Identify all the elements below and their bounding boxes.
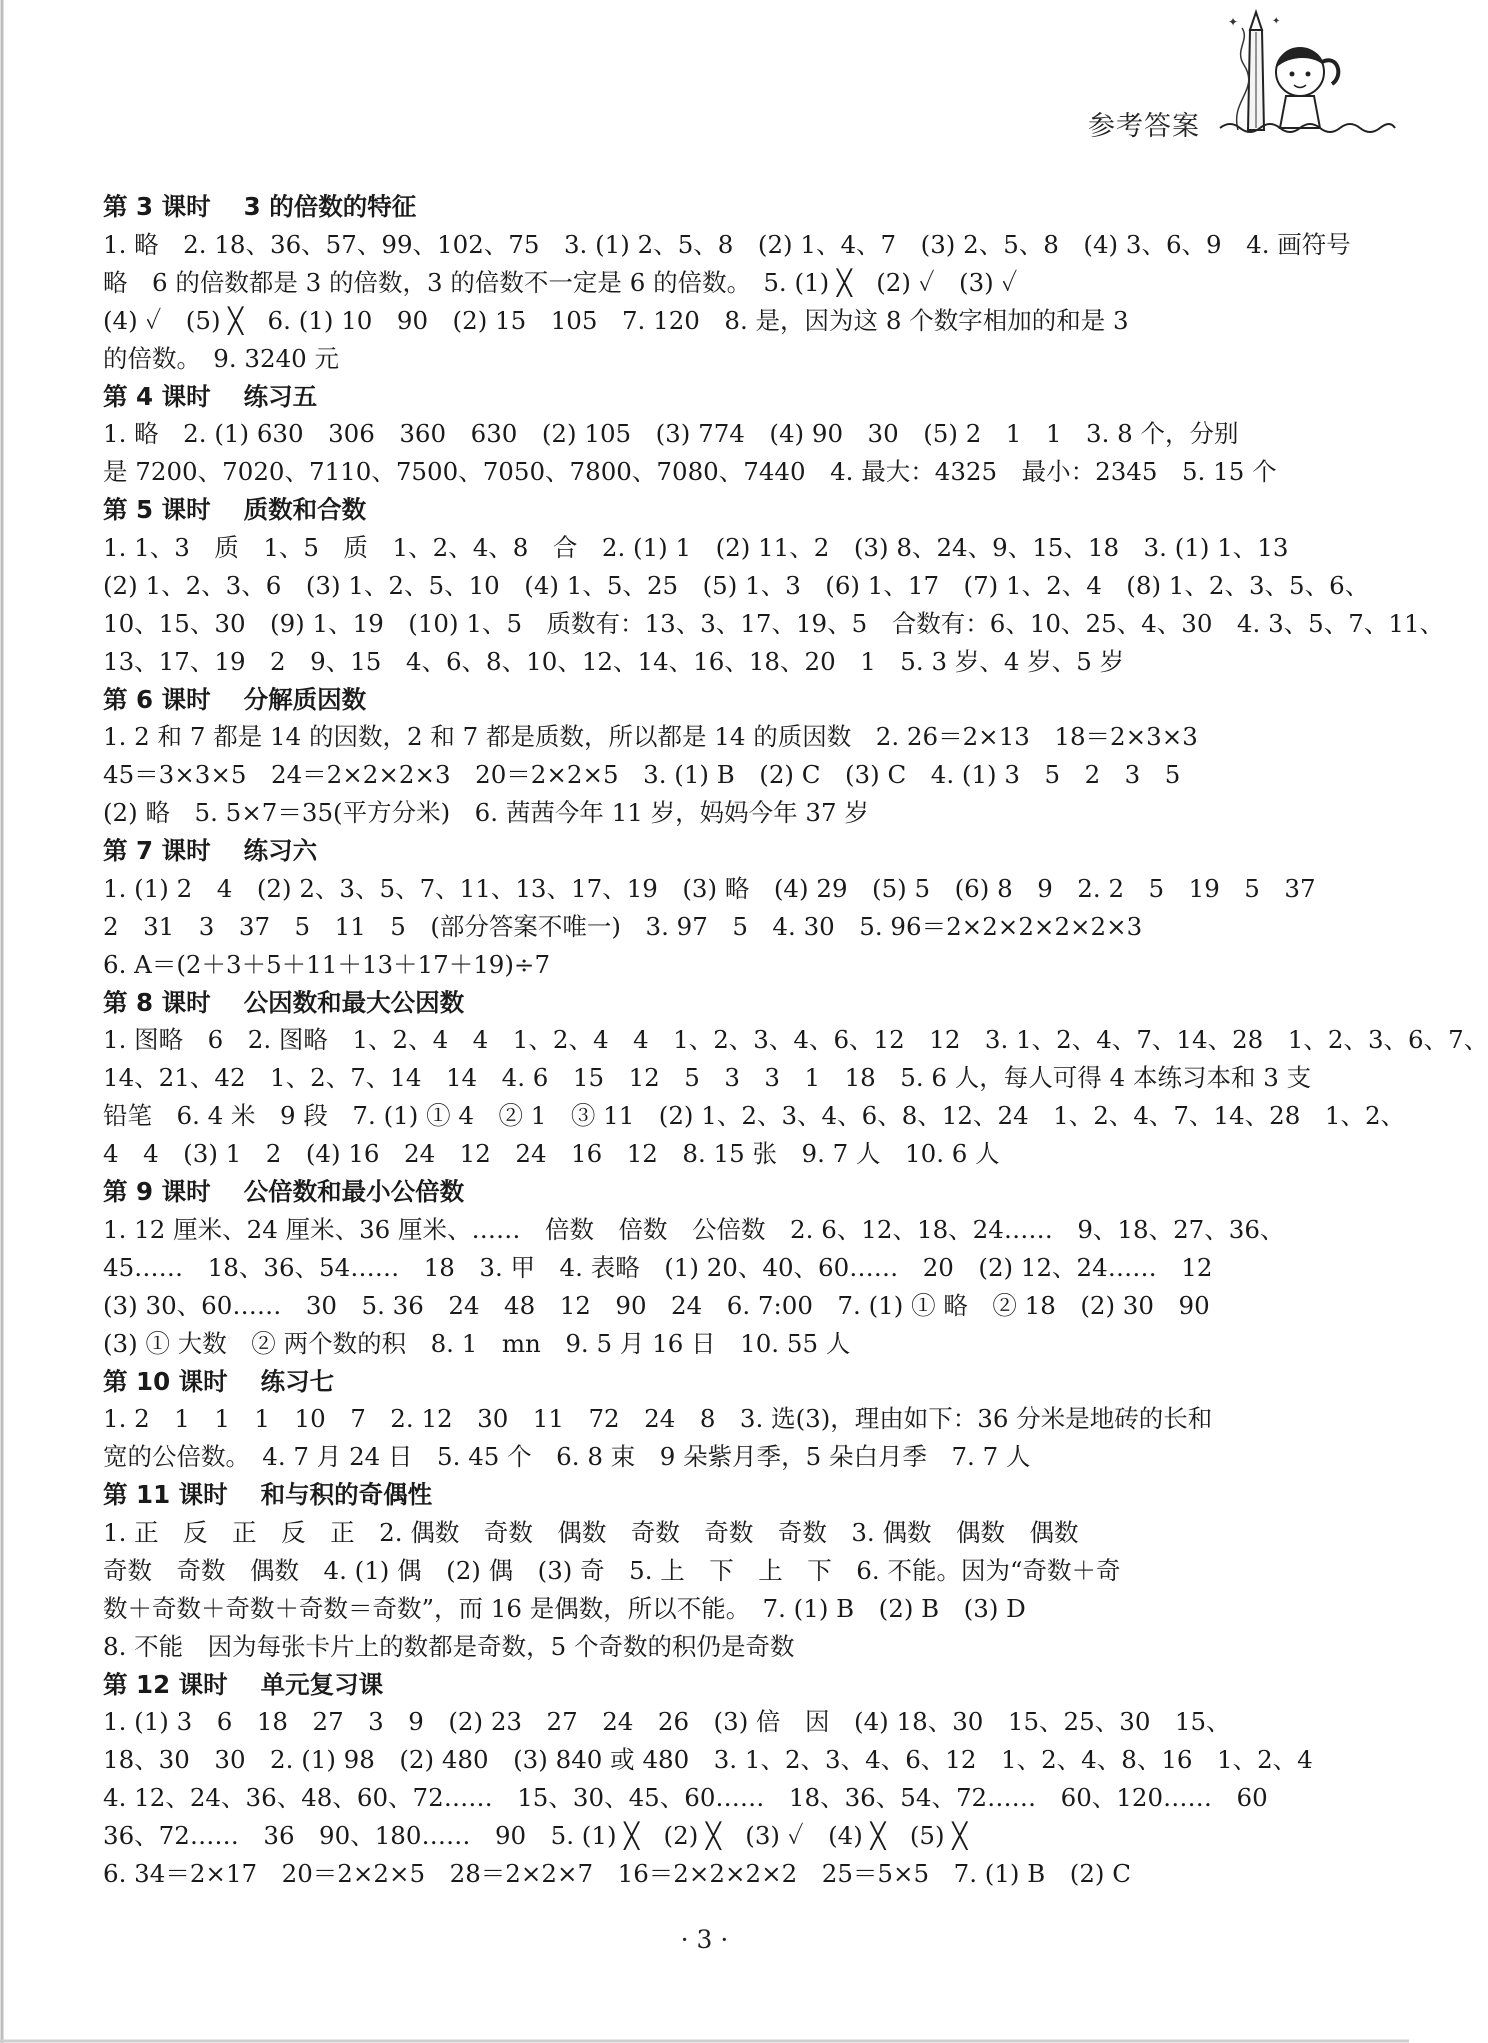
section-lesson-6 (103, 681, 1298, 833)
answer-line: 是 7200、7020、7110、7500、7050、7800、7080、7440 4. 最大：4325 最小：2345 5. 15 个 (103, 457, 1277, 486)
answer-line: 10、15、30 (9) 1、19 (10) 1、5 质数有：13、3、17、19、5 合数有：6、10、25、4、30 4. 3、5、7、11、 (103, 608, 1445, 638)
answer-line: 4 4 (3) 1 2 (4) 16 24 12 24 16 12 8. 15 张 9. 7 人 10. 6 人 (103, 1139, 1000, 1168)
answer-line: 36、72…… 36 90、180…… 90 5. (1) ╳ (2) ╳ (3) ✓ (4) ╳ (5) ╳ (103, 1821, 968, 1850)
answer-line: 1. 略 2. (1) 630 306 360 630 (2) 105 (3) 774 (4) 90 30 (5) 2 1 1 3. 8 个，分别 (103, 419, 1239, 448)
answer-line: 18、30 30 2. (1) 98 (2) 480 (3) 840 或 480 3. 1、2、3、4、6、12 1、2、4、8、16 1、2、4 (103, 1745, 1313, 1774)
section-title: 第 3 课时 3 的倍数的特征 (103, 192, 417, 221)
answer-line: 1. 图略 6 2. 图略 1、2、4 4 1、2、4 4 1、2、3、4、6、12 12 3. 1、2、4、7、14、28 1、2、3、6、7、 (103, 1025, 1488, 1054)
section-title: 第 11 课时 和与积的奇偶性 (103, 1480, 433, 1509)
section-lesson-10 (103, 1363, 1298, 1477)
section-title: 第 8 课时 公因数和最大公因数 (103, 987, 465, 1017)
answer-line: 1. (1) 2 4 (2) 2、3、5、7、11、13、17、19 (3) 略 (4) 29 (5) 5 (6) 8 9 2. 2 5 19 5 37 (103, 873, 1316, 903)
answer-line: 1. 2 1 1 1 10 7 2. 12 30 11 72 24 8 3. 选(3)，理由如下：36 分米是地砖的长和 (103, 1404, 1213, 1433)
answer-line: 4. 12、24、36、48、60、72…… 15、30、45、60…… 18、36、54、72…… 60、120…… 60 (103, 1783, 1268, 1812)
answer-line: 2 31 3 37 5 11 5 (部分答案不唯一) 3. 97 5 4. 30 5. 96＝2×2×2×2×2×3 (103, 911, 1143, 941)
answer-line: 1. 12 厘米、24 厘米、36 厘米、…… 倍数 倍数 公倍数 2. 6、12、18、24…… 9、18、27、36、 (103, 1214, 1285, 1244)
answer-line: 宽的公倍数。 4. 7 月 24 日 5. 45 个 6. 8 束 9 朵紫月季，5 朵白月季 7. 7 人 (103, 1442, 1031, 1471)
section-lesson-11 (103, 1476, 1298, 1666)
answer-line: 数＋奇数＋奇数＋奇数＝奇数”，而 16 是偶数，所以不能。 7. (1) B (2) B (3) D (103, 1593, 1026, 1623)
answer-line: 铅笔 6. 4 米 9 段 7. (1) ① 4 ② 1 ③ 11 (2) 1、2、3、4、6、8、12、24 1、2、4、7、14、28 1、2、 (103, 1101, 1406, 1130)
section-title: 第 5 课时 质数和合数 (103, 495, 367, 524)
section-lesson-8 (103, 984, 1488, 1174)
section-title: 第 9 课时 公倍数和最小公倍数 (103, 1177, 465, 1206)
answer-line: 略 6 的倍数都是 3 的倍数，3 的倍数不一定是 6 的倍数。 5. (1) ╳ (2) ✓ (3) ✓ (103, 267, 1018, 297)
header-title: 参考答案 (1088, 111, 1200, 142)
answer-line: 6. A＝(2＋3＋5＋11＋13＋17＋19)÷7 (103, 949, 551, 979)
section-lesson-5 (103, 491, 1445, 681)
answer-line: 1. 正 反 正 反 正 2. 偶数 奇数 偶数 奇数 奇数 奇数 3. 偶数 偶数 偶数 (103, 1517, 1079, 1547)
answer-line: 1. 略 2. 18、36、57、99、102、75 3. (1) 2、5、8 (2) 1、4、7 (3) 2、5、8 (4) 3、6、9 4. 画符号 (103, 229, 1351, 259)
page-number: · 3 · (680, 1925, 729, 1954)
answer-line: (4) ✓ (5) ╳ 6. (1) 10 90 (2) 15 105 7. 120 8. 是，因为这 8 个数字相加的和是 3 (103, 305, 1129, 335)
section-lesson-4 (103, 378, 1298, 492)
section-lesson-9 (103, 1173, 1298, 1363)
answer-line: 45＝3×3×5 24＝2×2×2×3 20＝2×2×5 3. (1) B (2) C (3) C 4. (1) 3 5 2 3 5 (103, 760, 1181, 789)
answer-line: (3) ① 大数 ② 两个数的积 8. 1 mn 9. 5 月 16 日 10. 55 人 (103, 1328, 851, 1358)
section-title: 第 7 课时 练习六 (103, 836, 318, 865)
answer-line: 的倍数。 9. 3240 元 (103, 343, 340, 373)
section-title: 第 4 课时 练习五 (103, 381, 318, 411)
answer-line: 1. (1) 3 6 18 27 3 9 (2) 23 27 24 26 (3) 倍 因 (4) 18、30 15、25、30 15、 (103, 1707, 1231, 1736)
section-lesson-7 (103, 832, 1316, 984)
answer-line: 奇数 奇数 偶数 4. (1) 偶 (2) 偶 (3) 奇 5. 上 下 上 下 6. 不能。因为“奇数＋奇 (103, 1555, 1121, 1585)
section-title: 第 6 课时 分解质因数 (103, 684, 367, 714)
answer-line: 8. 不能 因为每张卡片上的数都是奇数，5 个奇数的积仍是奇数 (103, 1631, 795, 1661)
answer-line: (2) 略 5. 5×7＝35(平方分米) 6. 茜茜今年 11 岁，妈妈今年 37 岁 (103, 798, 869, 827)
answer-line: 13、17、19 2 9、15 4、6、8、10、12、14、16、18、20 1 5. 3 岁、4 岁、5 岁 (103, 646, 1125, 676)
answer-line: 6. 34＝2×17 20＝2×2×5 28＝2×2×7 16＝2×2×2×2 25＝5×5 7. (1) B (2) C (103, 1859, 1132, 1888)
answer-content (103, 188, 1488, 1893)
answer-line: 1. 1、3 质 1、5 质 1、2、4、8 合 2. (1) 1 (2) 11、2 (3) 8、24、9、15、18 3. (1) 1、13 (103, 532, 1289, 562)
mascot-girl-pencil-illustration (1220, 10, 1395, 140)
section-lesson-3 (103, 188, 1351, 378)
answer-line: (3) 30、60…… 30 5. 36 24 48 12 90 24 6. 7:00 7. (1) ① 略 ② 18 (2) 30 90 (103, 1290, 1210, 1320)
answer-line: 14、21、42 1、2、7、14 14 4. 6 15 12 5 3 3 1 18 5. 6 人，每人可得 4 本练习本和 3 支 (103, 1063, 1312, 1092)
svg-text:✦: ✦ (1272, 16, 1281, 27)
answer-line: (2) 1、2、3、6 (3) 1、2、5、10 (4) 1、5、25 (5) 1、3 (6) 1、17 (7) 1、2、4 (8) 1、2、3、5、6、 (103, 570, 1370, 600)
section-lesson-12 (103, 1666, 1313, 1894)
answer-line: 45…… 18、36、54…… 18 3. 甲 4. 表略 (1) 20、40、60…… 20 (2) 12、24…… 12 (103, 1252, 1213, 1282)
svg-text:✦: ✦ (1228, 15, 1239, 29)
section-title: 第 12 课时 单元复习课 (103, 1669, 384, 1699)
answer-line: 1. 2 和 7 都是 14 的因数，2 和 7 都是质数，所以都是 14 的质因数 2. 26＝2×13 18＝2×3×3 (103, 722, 1198, 751)
section-title: 第 10 课时 练习七 (103, 1366, 335, 1396)
